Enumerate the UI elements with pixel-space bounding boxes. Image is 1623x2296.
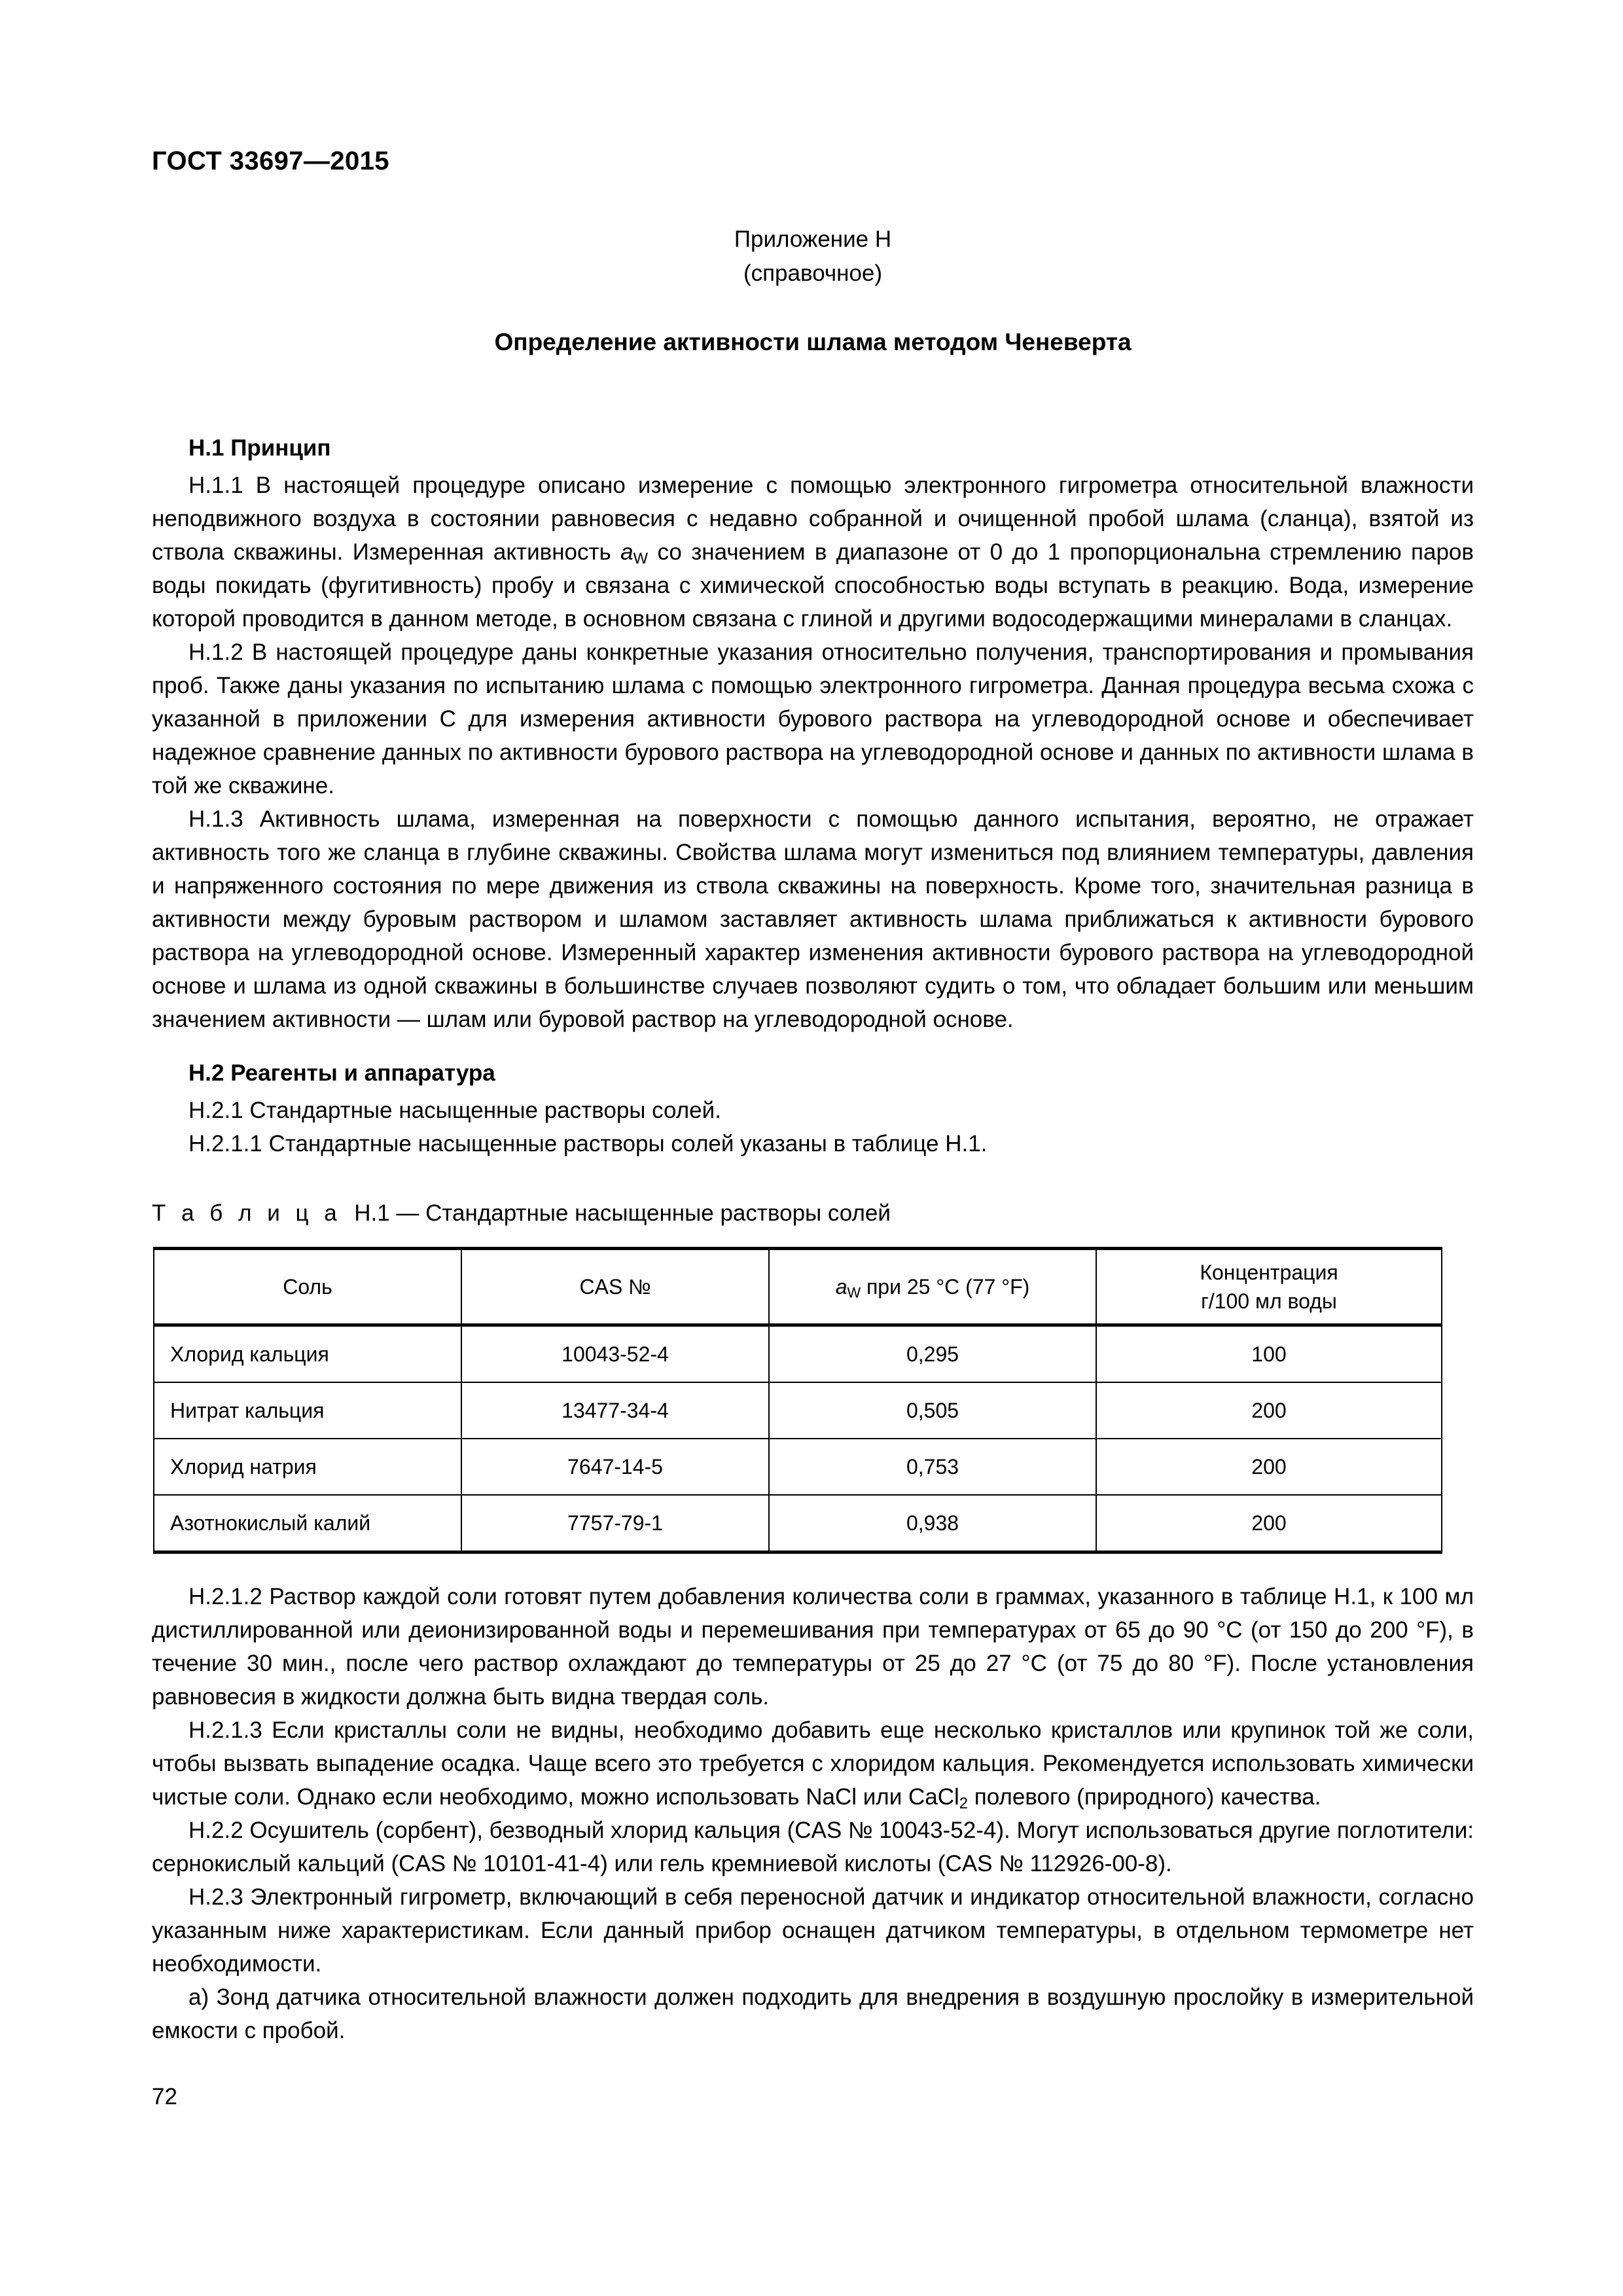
cell-salt: Хлорид натрия (154, 1439, 461, 1495)
cell-salt: Азотнокислый калий (154, 1495, 461, 1552)
cell-activity: 0,295 (769, 1325, 1096, 1383)
annex-label: Приложение Н (734, 226, 892, 252)
spacer-before-section-1 (152, 359, 1474, 429)
annex-title: Определение активности шлама методом Ченеверта (494, 329, 1132, 355)
section-heading-h1: Н.1 Принцип (188, 435, 331, 461)
paragraph-h2-1-3-part-a: Н.2.1.3 Если кристаллы соли не видны, необходимо добавить еще несколько кристаллов или крупинок той же соли, чтобы вызвать выпадение осадка. Чаще всего это требуется с хлоридом кальция. Рекомендуется использовать химически чистые соли. Однако если необходимо, можно использовать NaCl или CaCl (152, 1717, 1474, 1810)
paragraph-h1-1-part-b: со значением в диапазоне от 0 до 1 пропорциональна стремлению паров воды покидать (фугитивность) пробу и связана с химической способностью воды вступать в реакцию. Вода, измерение которой проводится в данном методе, в основном связана с глиной и другими водосодержащими минералами в сланцах. (152, 539, 1474, 632)
cell-concentration: 200 (1096, 1382, 1442, 1439)
table-row (154, 1382, 1442, 1439)
column-header-salt: Соль (154, 1249, 461, 1325)
concentration-header-line2: г/100 мл воды (1201, 1289, 1337, 1313)
standard-designation: ГОСТ 33697—2015 (152, 147, 389, 175)
cell-cas: 7647-14-5 (461, 1439, 769, 1495)
paragraph-h2-3: Н.2.3 Электронный гигрометр, включающий в себя переносной датчик и индикатор относительной влажности, согласно указанным ниже характеристикам. Если данный прибор оснащен датчиком температуры, в отдельном термометре нет необходимости. (152, 1884, 1474, 1977)
table-caption-number: Н.1 (354, 1200, 390, 1226)
paragraph-h2-2: Н.2.2 Осушитель (сорбент), безводный хлорид кальция (CAS № 10043-52-4). Могут использоваться другие поглотители: сернокислый кальций (CAS № 10101-41-4) или гель кремниевой кислоты (CAS № 112926-00-8). (152, 1818, 1474, 1876)
column-header-cas: CAS № (461, 1249, 769, 1325)
cell-activity: 0,753 (769, 1439, 1096, 1495)
table-caption-title: Стандартные насыщенные растворы солей (425, 1200, 891, 1226)
table-caption (152, 1197, 1474, 1230)
table-header-row (154, 1249, 1442, 1325)
paragraph-h1-1 (152, 469, 1474, 636)
concentration-header-line1: Концентрация (1200, 1261, 1338, 1284)
paragraph-h2-1: Н.2.1 Стандартные насыщенные растворы солей. (188, 1098, 721, 1123)
annex-kind: (справочное) (743, 260, 883, 286)
page-number: 72 (152, 2084, 177, 2109)
section-heading-h2: Н.2 Реагенты и аппаратура (188, 1060, 495, 1086)
table-header (154, 1249, 1442, 1325)
cell-concentration: 100 (1096, 1325, 1442, 1383)
activity-symbol-subscript: W (633, 550, 649, 568)
spacer-after-table (152, 1554, 1474, 1580)
paragraph-h2-1-2: Н.2.1.2 Раствор каждой соли готовят путем добавления количества соли в граммах, указанного в таблице Н.1, к 100 мл дистиллированной или деионизированной воды и перемешивания при температурах от 65 до 90 °С (от 150 до 200 °F), в течение 30 мин., после чего раствор охлаждают до температуры от 25 до 27 °С (от 75 до 80 °F). После установления равновесия в жидкости должна быть видна твердая соль. (152, 1584, 1474, 1710)
page-content (152, 223, 1474, 2047)
spacer-before-section-2 (152, 1036, 1474, 1054)
cell-cas: 7757-79-1 (461, 1495, 769, 1552)
paragraph-h2-1-3-part-b: полевого (природного) качества. (968, 1784, 1321, 1810)
table-row (154, 1495, 1442, 1552)
activity-symbol: a (620, 539, 633, 565)
paragraph-h1-2: Н.1.2 В настоящей процедуре даны конкретные указания относительно получения, транспортирования и промывания проб. Также даны указания по испытанию шлама с помощью электронного гигрометра. Данная процедура весьма схожа с указанной в приложении С для измерения активности бурового раствора на углеводородной основе и обеспечивает надежное сравнение данных по активности бурового раствора на углеводородной основе и данных по активности шлама в той же скважине. (152, 639, 1474, 798)
paragraph-h1-3: Н.1.3 Активность шлама, измеренная на поверхности с помощью данного испытания, вероятно, не отражает активность того же сланца в глубине скважины. Свойства шлама могут измениться под влиянием температуры, давления и напряженного состояния по мере движения из ствола скважины на поверхность. Кроме того, значительная разница в активности между буровым раствором и шламом заставляет активность шлама приближаться к активности бурового раствора на углеводородной основе. Измеренный характер изменения активности бурового раствора на углеводородной основе и шлама из одной скважины в большинстве случаев позволяют судить о том, что обладает большим или меньшим значением активности — шлам или буровой раствор на углеводородной основе. (152, 806, 1474, 1032)
paragraph-h1-1-part-a: Н.1.1 В настоящей процедуре описано измерение с помощью электронного гигрометра относительной влажности неподвижного воздуха в состоянии равновесия с недавно собранной и очищенной пробой шлама (сланца), взятой из ствола скважины. Измеренная активность (152, 473, 1474, 565)
column-header-activity (769, 1249, 1096, 1325)
cell-activity: 0,505 (769, 1382, 1096, 1439)
table-caption-dash: — (396, 1200, 419, 1226)
cell-salt: Хлорид кальция (154, 1325, 461, 1383)
activity-header-subscript: W (847, 1284, 861, 1301)
cell-salt: Нитрат кальция (154, 1382, 461, 1439)
salt-solutions-table (153, 1247, 1442, 1554)
cell-cas: 13477-34-4 (461, 1382, 769, 1439)
paragraph-h2-3-item-a: а) Зонд датчика относительной влажности должен подходить для внедрения в воздушную прослойку в измерительной емкости с пробой. (152, 1984, 1474, 2043)
column-header-concentration (1096, 1249, 1442, 1325)
table-body (154, 1325, 1442, 1552)
paragraph-h2-1-3 (152, 1713, 1474, 1814)
cell-activity: 0,938 (769, 1495, 1096, 1552)
activity-header-symbol: a (835, 1275, 847, 1299)
cell-concentration: 200 (1096, 1439, 1442, 1495)
activity-header-suffix: при 25 °С (77 °F) (861, 1275, 1030, 1299)
paragraph-h2-1-1: Н.2.1.1 Стандартные насыщенные растворы солей указаны в таблице Н.1. (188, 1131, 988, 1157)
calcium-chloride-subscript: 2 (959, 1795, 969, 1813)
table-row (154, 1325, 1442, 1383)
spacer-after-annex (152, 291, 1474, 326)
cell-concentration: 200 (1096, 1495, 1442, 1552)
table-row (154, 1439, 1442, 1495)
table-caption-word: Т а б л и ц а (152, 1200, 342, 1226)
cell-cas: 10043-52-4 (461, 1325, 769, 1383)
